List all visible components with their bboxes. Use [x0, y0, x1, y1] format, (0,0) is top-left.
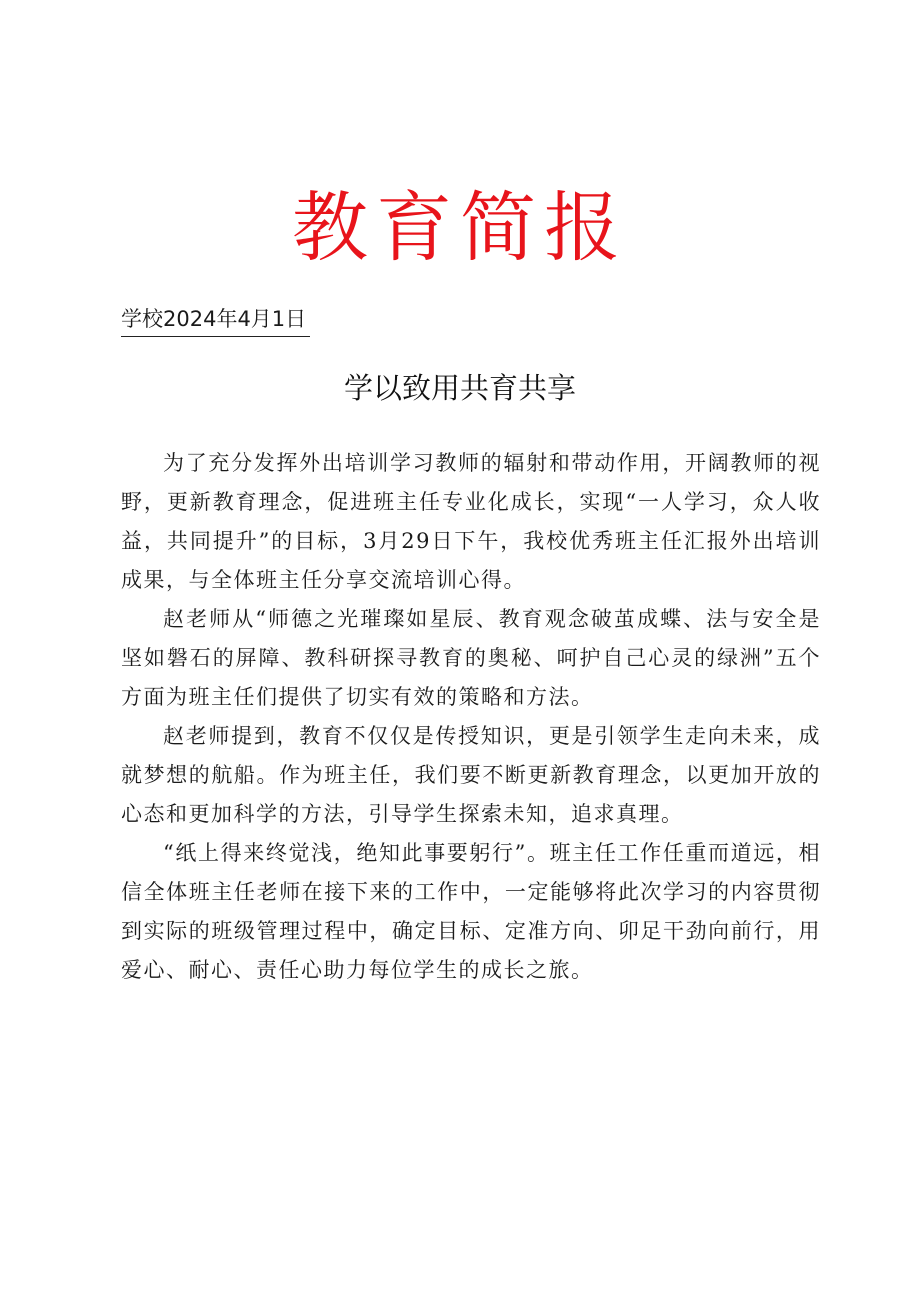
article-body	[121, 444, 821, 990]
masthead-title: 教育简报	[292, 183, 628, 272]
paragraph-4: “纸上得来终觉浅，绝知此事要躬行”。班主任工作任重而道远，相信全体班主任老师在接下来的工作中，一定能够将此次学习的内容贯彻到实际的班级管理过程中，确定目标、定准方向、卯足干劲向前行，用爱心、耐心、责任心助力每位学生的成长之旅。	[121, 841, 821, 982]
paragraph-3: 赵老师提到，教育不仅仅是传授知识，更是引领学生走向未来，成就梦想的航船。作为班主任，我们要不断更新教育理念，以更加开放的心态和更加科学的方法，引导学生探索未知，追求真理。	[121, 724, 821, 826]
article-title: 学以致用共育共享	[343, 371, 576, 405]
dateline: 学校2024年4月1日	[121, 302, 310, 337]
paragraph-2: 赵老师从“师德之光璀璨如星辰、教育观念破茧成蝶、法与安全是坚如磐石的屏障、教科研探寻教育的奥秘、呵护自己心灵的绿洲”五个方面为班主任们提供了切实有效的策略和方法。	[121, 607, 821, 709]
paragraph-1: 为了充分发挥外出培训学习教师的辐射和带动作用，开阔教师的视野，更新教育理念，促进班主任专业化成长，实现“一人学习，众人收益，共同提升”的目标，3月29日下午，我校优秀班主任汇报外出培训成果，与全体班主任分享交流培训心得。	[121, 451, 821, 592]
